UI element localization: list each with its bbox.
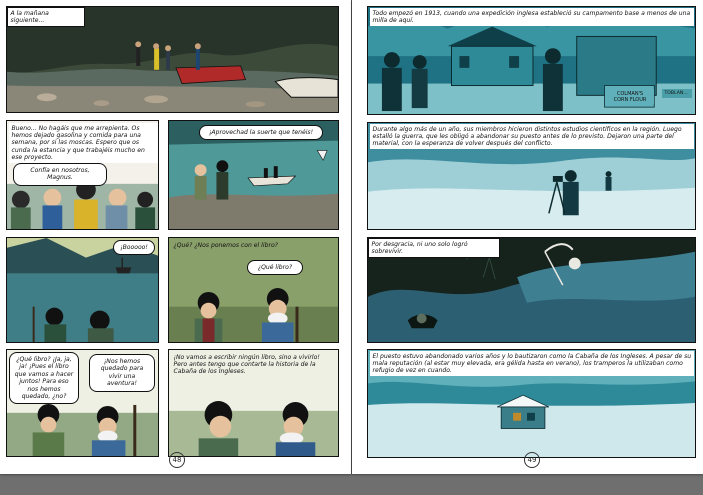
panel-which-book xyxy=(168,237,339,343)
caption-live-it: ¡No vamos a escribir ningún libro, sino a vivirlo! Pero antes tengo que contarte la historia de la Cabaña de los Ingleses. xyxy=(173,353,322,376)
caption-cabin-of-the-english: El puesto estuvo abandonado varios años y lo bautizaron como la Cabaña de los Ingleses. A pesar de su mala reputación (al estar muy elevada, era gélida hasta en verano), los tramperos la utilizaban como refugio de vez en cuando. xyxy=(370,351,694,376)
panel-live-the-book xyxy=(168,349,339,457)
panel-boat-departing xyxy=(168,120,339,230)
panel-group-farewell xyxy=(6,120,159,230)
sign-colmans: COLMAN'S CORN FLOUR xyxy=(606,89,654,104)
caption-next-morning: A la mañana siguiente... xyxy=(7,7,85,27)
panel-ship-leaving xyxy=(6,237,159,343)
bubble-adventure: ¡Nos hemos quedado para vivir una aventura! xyxy=(89,354,155,392)
page-number-left: 48 xyxy=(169,452,185,468)
caption-start-book: ¿Qué? ¿Nos ponemos con el libro? xyxy=(173,241,278,249)
panel-expedition-camp xyxy=(367,6,696,115)
bubble-trust-us: Confía en nosotros, Magnus. xyxy=(13,163,107,186)
bubble-enjoy-luck: ¡Aprovechad la suerte que tenéis! xyxy=(199,125,323,140)
sign-crate-side: TOBLAN... xyxy=(662,89,692,98)
panel-none-survived xyxy=(367,237,696,343)
caption-magnus-warning: Bueno... No hagáis que me arrepienta. Os hemos dejado gasolina y comida para una semana, por si las moscas. Espero que os cunda la estancia y que trabajéis mucho en ese proyecto. xyxy=(9,123,158,163)
bubble-which-book: ¿Qué libro? xyxy=(247,260,303,275)
bubble-booo: ¡Booooo! xyxy=(113,240,155,255)
caption-war-broke-out: Durante algo más de un año, sus miembros hicieron distintos estudios científicos en la región. Luego estalló la guerra, que les obligó a abandonar su puesto antes de lo previsto. Dejaron una parte del material, con la esperanza de volver después del conflicto. xyxy=(370,124,694,149)
right-comic-page xyxy=(352,0,703,474)
page-number-right: 49 xyxy=(524,452,540,468)
panel-english-cabin xyxy=(367,349,696,458)
caption-1913-expedition: Todo empezó en 1913, cuando una expedición inglesa estableció su campamento base a menos de una milla de aquí. xyxy=(370,8,694,26)
which-book-art xyxy=(169,238,338,342)
caption-none-survived: Por desgracia, ni uno solo logró sobrevivir. xyxy=(368,238,500,258)
panel-survey-blizzard xyxy=(367,122,696,230)
bubble-which-book-laugh: ¿Qué libro? ¡Ja, ja, ja! ¡Pues el libro que vamos a hacer juntos! Para eso nos hemos quedado, ¿no? xyxy=(9,352,79,404)
panel-beach-landing xyxy=(6,6,339,113)
left-comic-page xyxy=(0,0,351,474)
panel-laughing xyxy=(6,349,159,457)
